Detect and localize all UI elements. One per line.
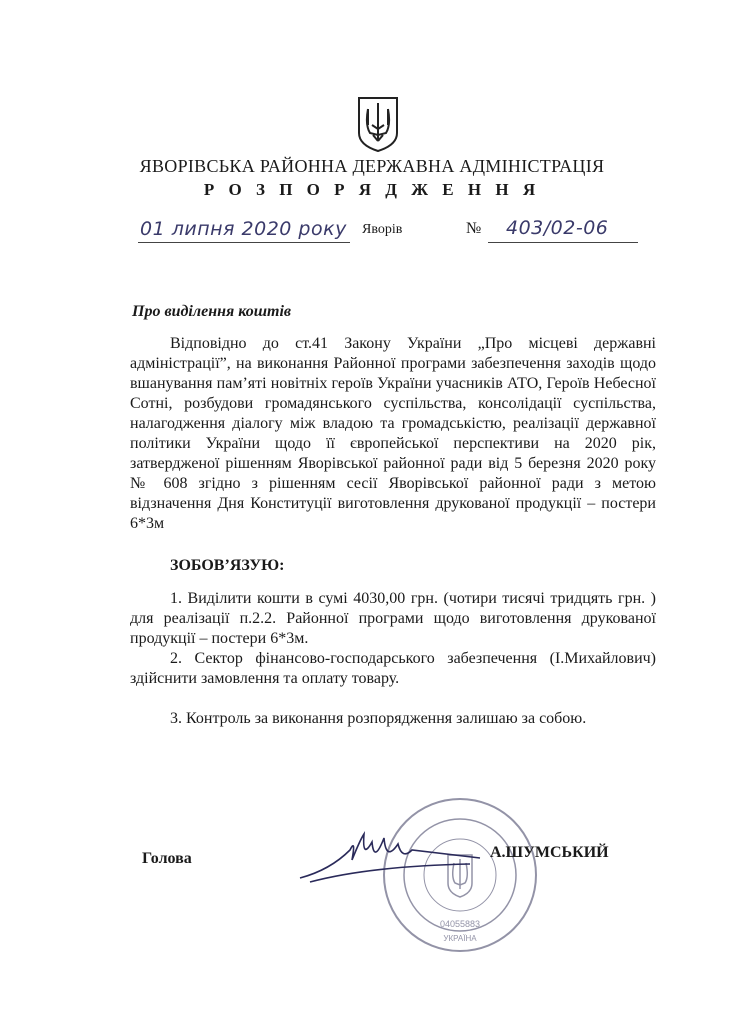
document-type: Р О З П О Р Я Д Ж Е Н Н Я <box>203 180 541 199</box>
document-city: Яворів <box>362 222 403 237</box>
document-subject: Про виділення коштів <box>132 303 292 320</box>
document-date: 01 липня 2020 року <box>140 218 347 240</box>
signatory-title: Голова <box>142 850 192 867</box>
document-body <box>130 334 656 534</box>
svg-text:04055883: 04055883 <box>439 919 481 929</box>
order-item-3: 3. Контроль за виконання розпорядження залишаю за собою. <box>170 710 587 727</box>
order-item-1: 1. Виділити кошти в сумі 4030,00 грн. (чотири тисячі тридцять грн. ) для реалізації п.2.2. Районної програми щодо виготовлення друкованої продукції – постери 6*3м. <box>130 590 656 647</box>
signatory-name: А.ШУМСЬКИЙ <box>490 844 609 861</box>
handwritten-signature-icon <box>290 820 490 890</box>
body-paragraph: Відповідно до ст.41 Закону України „Про місцеві державні адміністрації”, на виконання Районної програми забезпечення заходів щодо вшанування пам’яті новітніх героїв України учасників АТО, Героїв Небесної Сотні, розбудови громадянського суспільства, консолідації суспільства, налагодження діалогу між владою та громадськістю, реалізації державної політики України щодо її європейської перспективи на 2020 рік, затвердженої рішенням Яворівської районної ради від 5 березня 2020 року № 608 згідно з рішенням сесії Яворівської районної ради з метою відзначення Дня Конституції виготовлення друкованої продукції – постери 6*3м <box>130 335 656 532</box>
oblige-heading: ЗОБОВ’ЯЗУЮ: <box>170 557 285 574</box>
trident-emblem-icon <box>356 95 400 153</box>
number-sign: № <box>466 220 482 237</box>
order-item-2: 2. Сектор фінансово-господарського забезпечення (І.Михайлович) здійснити замовлення та оплату товару. <box>130 650 656 687</box>
svg-text:УКРАЇНА: УКРАЇНА <box>443 934 477 943</box>
order-items <box>130 589 656 729</box>
document-number: 403/02-06 <box>506 217 609 239</box>
agency-name: ЯВОРІВСЬКА РАЙОННА ДЕРЖАВНА АДМІНІСТРАЦІЯ <box>139 156 605 176</box>
